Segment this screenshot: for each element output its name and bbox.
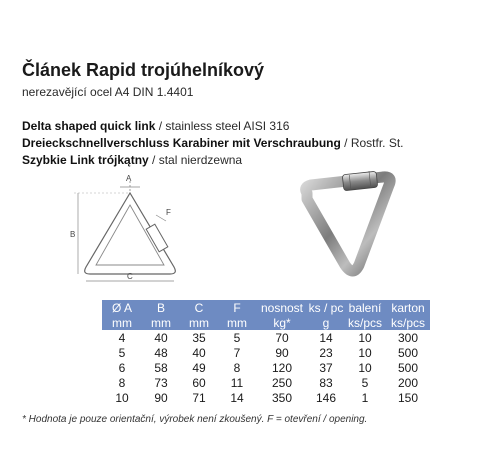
table-cell: 1 bbox=[361, 390, 369, 405]
table-cell: 200 bbox=[397, 375, 419, 390]
table-cell: 5 bbox=[233, 330, 241, 345]
table-cell: 14 bbox=[230, 390, 244, 405]
table-unit-row bbox=[102, 315, 430, 330]
column-header: B bbox=[142, 300, 180, 315]
column-unit: ks/pcs bbox=[344, 315, 386, 330]
description-line-pl: Szybkie Link trójkątny / stal nierdzewna bbox=[22, 153, 243, 167]
table-cell: 500 bbox=[397, 360, 419, 375]
table-row bbox=[102, 375, 430, 390]
column-unit: mm bbox=[102, 315, 142, 330]
column-header: ks / pc bbox=[308, 300, 344, 315]
column-unit: kg* bbox=[256, 315, 308, 330]
specs-table bbox=[102, 300, 430, 405]
product-subtitle: nerezavějící ocel A4 DIN 1.4401 bbox=[22, 85, 194, 99]
table-cell: 120 bbox=[271, 360, 293, 375]
table-cell: 350 bbox=[271, 390, 293, 405]
table-cell: 23 bbox=[319, 345, 333, 360]
table-cell: 10 bbox=[358, 360, 372, 375]
column-unit: mm bbox=[142, 315, 180, 330]
diagram-label-a: A bbox=[126, 175, 132, 183]
table-row bbox=[102, 345, 430, 360]
table-cell: 73 bbox=[154, 375, 168, 390]
column-header: F bbox=[218, 300, 256, 315]
table-cell: 40 bbox=[192, 345, 206, 360]
diagram-label-f: F bbox=[166, 208, 171, 217]
column-unit: mm bbox=[218, 315, 256, 330]
table-cell: 37 bbox=[319, 360, 333, 375]
table-cell: 11 bbox=[230, 375, 244, 390]
table-cell: 8 bbox=[233, 360, 241, 375]
column-header: balení bbox=[344, 300, 386, 315]
table-cell: 49 bbox=[192, 360, 206, 375]
table-cell: 90 bbox=[275, 345, 289, 360]
table-cell: 10 bbox=[358, 330, 372, 345]
table-row bbox=[102, 360, 430, 375]
product-photo bbox=[285, 165, 415, 285]
table-cell: 5 bbox=[361, 375, 369, 390]
table-cell: 6 bbox=[118, 360, 126, 375]
diagram-label-b: B bbox=[70, 230, 76, 239]
table-cell: 14 bbox=[319, 330, 333, 345]
table-cell: 150 bbox=[397, 390, 419, 405]
column-unit: ks/pcs bbox=[386, 315, 430, 330]
column-header: nosnost bbox=[256, 300, 308, 315]
table-cell: 250 bbox=[271, 375, 293, 390]
table-cell: 48 bbox=[154, 345, 168, 360]
table-cell: 40 bbox=[154, 330, 168, 345]
column-header: karton bbox=[386, 300, 430, 315]
table-cell: 7 bbox=[233, 345, 241, 360]
product-title: Článek Rapid trojúhelníkový bbox=[22, 60, 265, 80]
table-cell: 83 bbox=[319, 375, 333, 390]
table-cell: 10 bbox=[115, 390, 129, 405]
table-cell: 71 bbox=[192, 390, 206, 405]
table-cell: 90 bbox=[154, 390, 168, 405]
table-cell: 60 bbox=[192, 375, 206, 390]
table-cell: 300 bbox=[397, 330, 419, 345]
table-cell: 5 bbox=[118, 345, 126, 360]
table-cell: 10 bbox=[358, 345, 372, 360]
diagram-label-c: C bbox=[127, 272, 133, 281]
column-header: C bbox=[180, 300, 218, 315]
table-cell: 58 bbox=[154, 360, 168, 375]
table-header-row bbox=[102, 300, 430, 315]
table-row bbox=[102, 330, 430, 345]
product-descriptions bbox=[22, 118, 404, 169]
table-cell: 146 bbox=[315, 390, 337, 405]
column-header: Ø A bbox=[102, 300, 142, 315]
table-cell: 4 bbox=[118, 330, 126, 345]
footnote: * Hodnota je pouze orientační, výrobek není zkoušený. F = otevření / opening. bbox=[22, 414, 368, 425]
table-cell: 500 bbox=[397, 345, 419, 360]
table-cell: 70 bbox=[275, 330, 289, 345]
column-unit: mm bbox=[180, 315, 218, 330]
description-line-en: Delta shaped quick link / stainless steel AISI 316 bbox=[22, 119, 290, 133]
technical-diagram bbox=[70, 175, 190, 285]
table-row bbox=[102, 390, 430, 405]
table-cell: 35 bbox=[192, 330, 206, 345]
column-unit: g bbox=[308, 315, 344, 330]
description-line-de: Dreieckschnellverschluss Karabiner mit Verschraubung / Rostfr. St. bbox=[22, 136, 404, 150]
table-cell: 8 bbox=[118, 375, 126, 390]
